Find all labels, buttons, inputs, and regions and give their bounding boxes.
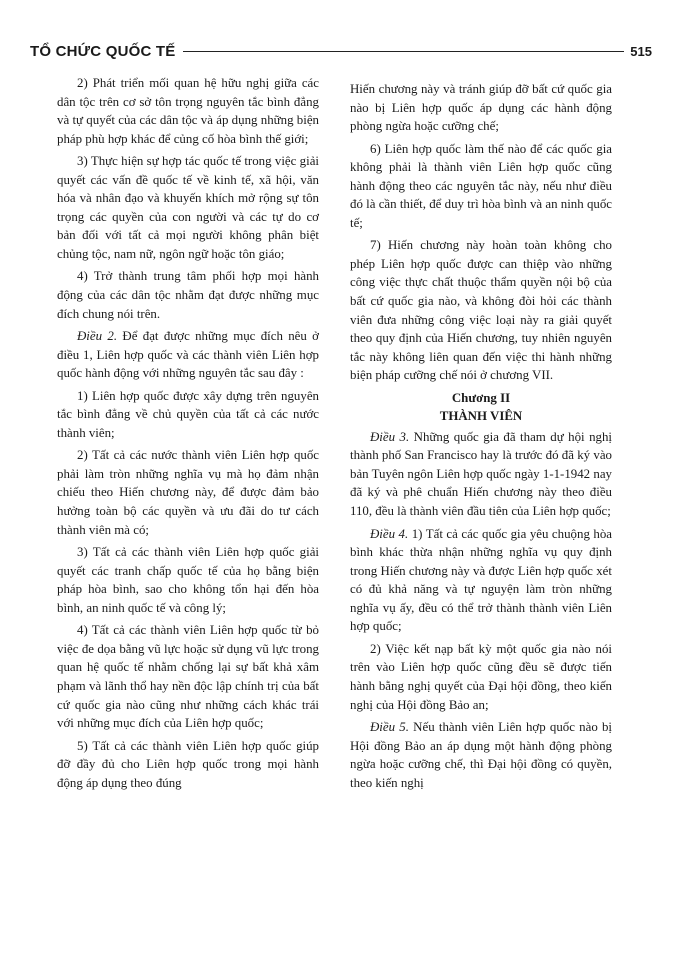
paragraph xyxy=(350,236,612,384)
article-label: Điều 5. xyxy=(370,720,409,735)
paragraph-text: 2) Việc kết nạp bất kỳ một quốc gia nào nói trên vào Liên hợp quốc cũng đều sẽ được tiến hành bằng nghị quyết của Đại hội đồng, theo kiến nghị của Hội đồng Bảo an; xyxy=(350,641,612,712)
paragraph xyxy=(350,80,612,136)
article-label: Điều 3. xyxy=(370,429,410,444)
paragraph xyxy=(350,718,612,792)
running-header xyxy=(30,40,652,62)
paragraph xyxy=(350,428,612,521)
chapter-title: Chương II xyxy=(451,390,511,405)
header-rule xyxy=(183,51,624,52)
paragraph-text: 4) Trở thành trung tâm phối hợp mọi hành động của các dân tộc nhằm đạt được những mục đích chung nói trên. xyxy=(57,269,319,321)
paragraph xyxy=(57,621,319,732)
paragraph-text: 3) Thực hiện sự hợp tác quốc tế trong việc giải quyết các vấn đề quốc tế về kinh tế, xã hội, văn hóa và nhân đạo và khuyến khích mở rộng sự tôn trọng các quyền của con người và các tự do cơ bản đối với tất cả mọi người không phân biệt chủng tộc, nam nữ, ngôn ngữ hoặc tôn giáo; xyxy=(57,154,319,261)
paragraph-text: 4) Tất cả các thành viên Liên hợp quốc từ bỏ việc đe dọa bằng vũ lực hoặc sử dụng vũ lực trong quan hệ quốc tế nhằm chống lại sự bất khả xâm phạm và lãnh thổ hay nền độc lập chính trị của bất cứ quốc gia nào cũng như những cách khác trái với những mục đích của Liên hợp quốc; xyxy=(57,623,319,731)
paragraph-text: 1) Liên hợp quốc được xây dựng trên nguyên tắc bình đẳng về chủ quyền của tất cả các nước thành viên; xyxy=(57,388,319,440)
paragraph xyxy=(57,387,319,443)
page-number: 515 xyxy=(630,43,652,59)
paragraph-text: 2) Tất cả các nước thành viên Liên hợp quốc phải làm tròn những nghĩa vụ mà họ đảm nhận chiếu theo Hiến chương này, để được đảm bảo hưởng toàn bộ các quyền và ưu đãi do tư cách thành viên mà có; xyxy=(57,448,319,537)
paragraph xyxy=(57,267,319,323)
paragraph xyxy=(350,140,612,233)
paragraph xyxy=(350,640,612,714)
article-label: Điều 2. xyxy=(77,329,118,344)
paragraph xyxy=(57,446,319,539)
paragraph xyxy=(57,737,319,793)
running-title: TỔ CHỨC QUỐC TẾ xyxy=(30,42,176,60)
paragraph-text: 1) Tất cả các quốc gia yêu chuộng hòa bình khác thừa nhận những nghĩa vụ quy định trong Hiến chương này và được Liên hợp quốc xét có đủ khả năng và tự nguyện làm tròn những nghĩa vụ ấy, đều có thể trở thành thành viên Liên hợp quốc; xyxy=(350,526,612,634)
paragraph-text: Nếu thành viên Liên hợp quốc nào bị Hội đồng Bảo an áp dụng một hành động phòng ngừa hoặc cưỡng chế, thì Đại hội đồng có quyền, theo kiến nghị xyxy=(350,720,612,790)
paragraph-text: 7) Hiến chương này hoàn toàn không cho phép Liên hợp quốc được can thiệp vào những công việc thực chất thuộc thẩm quyền nội bộ của bất cứ quốc gia nào, và không đòi hỏi các thành viên đưa những công việc loại này ra giải quyết theo quy định của Hiến chương, tuy nhiên nguyên tắc này không liên quan đến việc thi hành những biện pháp cưỡng chế nói ở chương VII. xyxy=(350,238,612,383)
paragraph xyxy=(57,327,319,383)
paragraph-text: 2) Phát triển mối quan hệ hữu nghị giữa các dân tộc trên cơ sở tôn trọng nguyên tắc bình đẳng và tự quyết của các dân tộc và áp dụng những biện pháp phù hợp khác để củng cố hòa bình thế giới; xyxy=(57,76,319,146)
left-column xyxy=(57,74,319,796)
right-column-after-chapter xyxy=(350,428,612,792)
right-column-before-chapter xyxy=(350,80,612,385)
paragraph-text: 3) Tất cả các thành viên Liên hợp quốc giải quyết các tranh chấp quốc tế của họ bằng biện pháp hòa bình, sao cho không tổn hại đến hòa bình, an ninh quốc tế và công lý; xyxy=(57,545,319,615)
paragraph-text: 5) Tất cả các thành viên Liên hợp quốc giúp đỡ đầy đủ cho Liên hợp quốc trong mọi hành động áp dụng theo đúng xyxy=(57,738,319,790)
paragraph xyxy=(57,74,319,148)
paragraph-text: 6) Liên hợp quốc làm thế nào để các quốc gia không phải là thành viên Liên hợp quốc cũng hành động theo các nguyên tắc này, nếu như điều đó là cần thiết, để duy trì hòa bình và an ninh quốc tế; xyxy=(350,141,612,230)
paragraph xyxy=(57,152,319,263)
article-label: Điều 4. xyxy=(370,526,409,541)
paragraph-text: Những quốc gia đã tham dự hội nghị thành phố San Francisco hay là trước đó đã ký vào bản Tuyên ngôn Liên hợp quốc ngày 1-1-1942 nay đã ký và phê chuẩn Hiến chương này theo điều 110, đều là thành viên đầu tiên của Liên hợp quốc; xyxy=(350,429,613,519)
paragraph xyxy=(350,525,612,636)
right-column xyxy=(350,80,612,796)
paragraph-text: Để đạt được những mục đích nêu ở điều 1, Liên hợp quốc và các thành viên Liên hợp quốc hành động với những nguyên tắc sau đây : xyxy=(57,329,319,381)
chapter-subtitle: THÀNH VIÊN xyxy=(439,409,523,424)
paragraph-text: Hiến chương này và tránh giúp đỡ bất cứ quốc gia nào bị Liên hợp quốc áp dụng các hành động phòng ngừa hoặc cưỡng chế; xyxy=(350,82,612,134)
paragraph xyxy=(57,543,319,617)
